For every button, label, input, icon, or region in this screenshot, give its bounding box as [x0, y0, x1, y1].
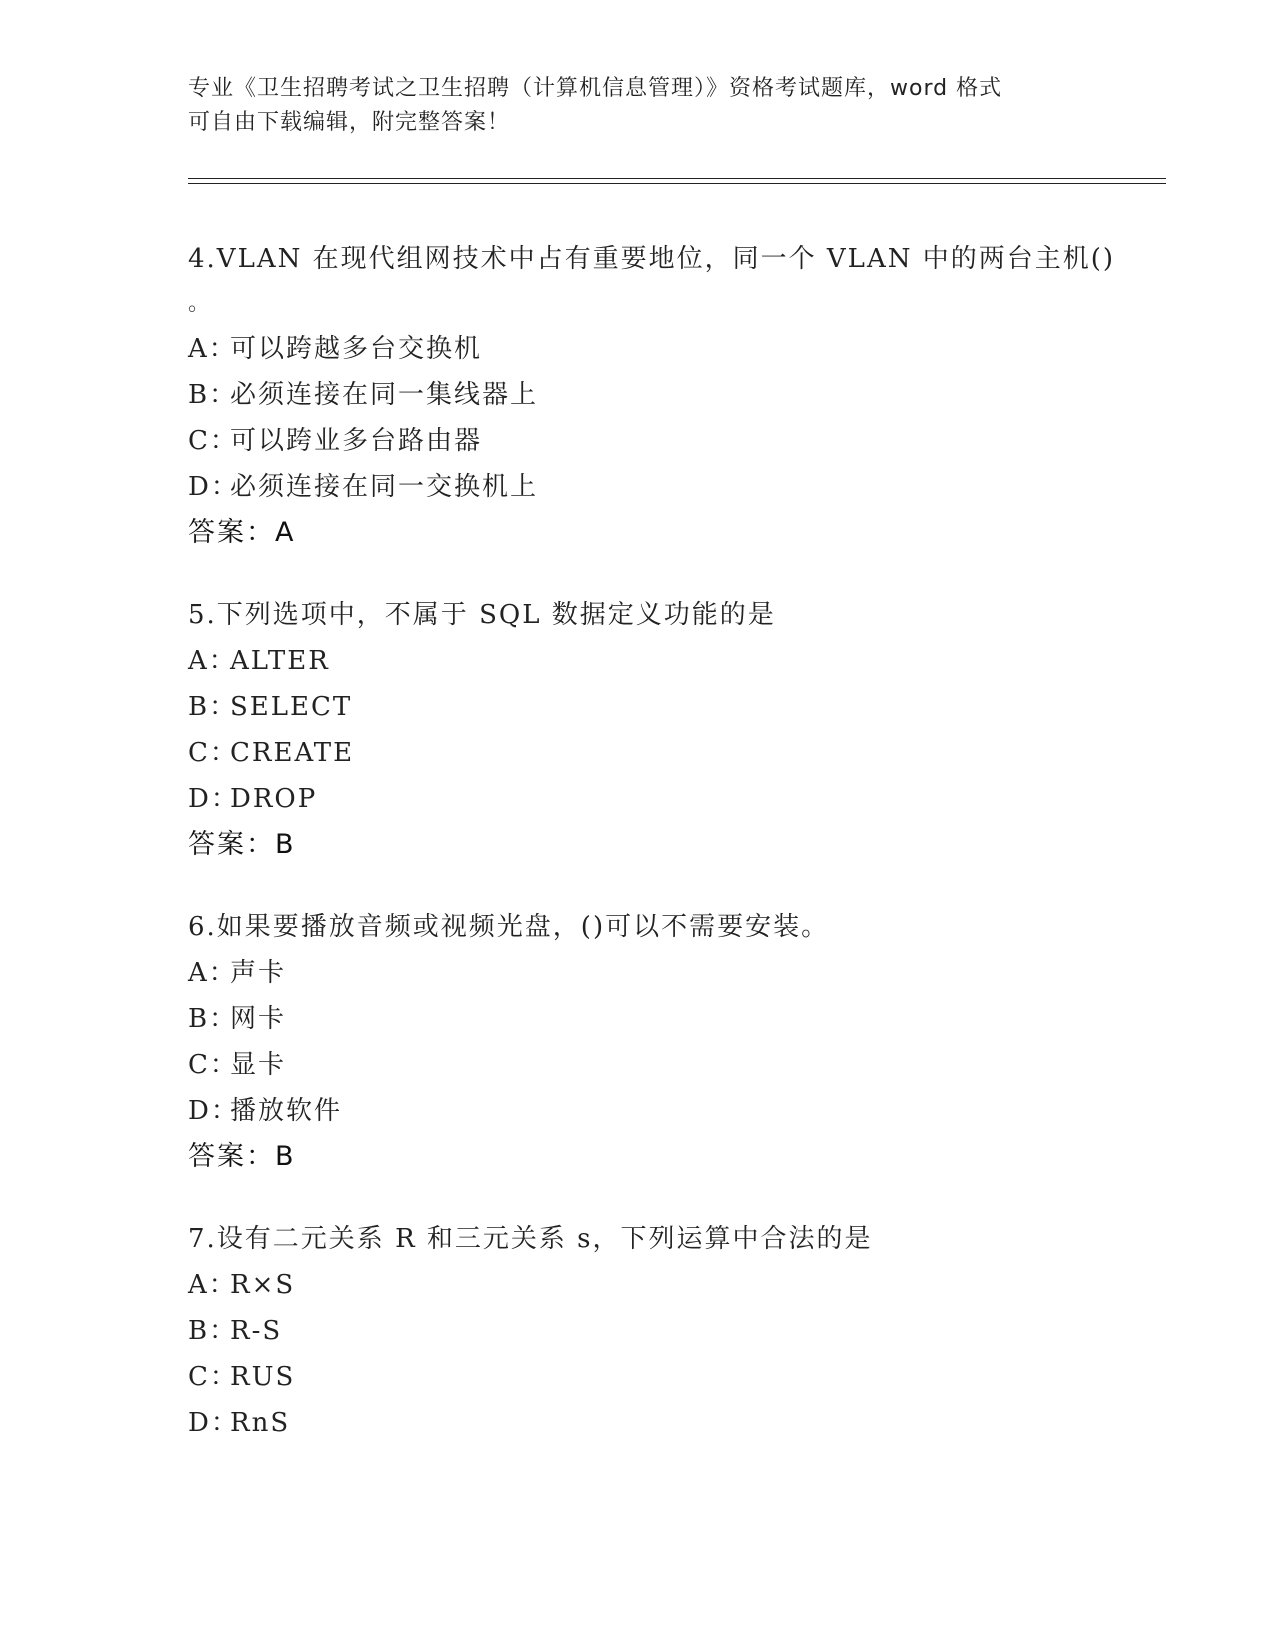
option-c: [188, 1354, 1168, 1400]
option-letter: A：: [188, 1270, 237, 1300]
option-text: 声卡: [230, 958, 287, 988]
option-text: CREATE: [230, 738, 355, 768]
answer-line: 答案：A: [188, 517, 296, 548]
option-text: SELECT: [230, 692, 353, 722]
question-5: [188, 592, 1168, 868]
question-list: [188, 236, 1168, 1482]
option-d: [188, 1088, 1168, 1134]
question-stem: 6.如果要播放音频或视频光盘，()可以不需要安装。: [188, 912, 830, 942]
question-7: [188, 1216, 1168, 1446]
option-d: [188, 776, 1168, 822]
option-letter: C：: [188, 738, 238, 768]
option-text: 可以跨越多台交换机: [230, 334, 483, 364]
option-text: 必须连接在同一交换机上: [230, 472, 539, 502]
option-b: [188, 996, 1168, 1042]
option-text: DROP: [230, 784, 318, 814]
option-text: 必须连接在同一集线器上: [230, 380, 539, 410]
option-d: [188, 1400, 1168, 1446]
option-letter: C：: [188, 1050, 238, 1080]
answer-line: 答案：B: [188, 1141, 296, 1172]
option-a: [188, 638, 1168, 684]
question-stem: 7.设有二元关系 R 和三元关系 s，下列运算中合法的是: [188, 1224, 873, 1254]
question-stem-continuation: 。: [188, 291, 211, 316]
option-d: [188, 464, 1168, 510]
option-c: [188, 418, 1168, 464]
option-b: [188, 684, 1168, 730]
option-c: [188, 1042, 1168, 1088]
option-letter: D：: [188, 784, 239, 814]
header-double-rule: [188, 178, 1166, 184]
option-letter: C：: [188, 426, 238, 456]
option-text: ALTER: [230, 646, 330, 676]
option-letter: D：: [188, 472, 239, 502]
option-letter: D：: [188, 1408, 239, 1438]
option-letter: D：: [188, 1096, 239, 1126]
option-b: [188, 1308, 1168, 1354]
header-line-1: 专业《卫生招聘考试之卫生招聘（计算机信息管理）》资格考试题库，word 格式: [188, 76, 1003, 101]
option-a: [188, 1262, 1168, 1308]
question-stem: 4.VLAN 在现代组网技术中占有重要地位，同一个 VLAN 中的两台主机(): [188, 244, 1116, 274]
answer-line: 答案：B: [188, 829, 296, 860]
option-letter: A：: [188, 646, 237, 676]
option-text: R×S: [230, 1270, 296, 1300]
question-stem: 5.下列选项中，不属于 SQL 数据定义功能的是: [188, 600, 776, 630]
option-letter: A：: [188, 334, 237, 364]
option-letter: B：: [188, 1316, 238, 1346]
option-letter: A：: [188, 958, 237, 988]
document-header: [188, 72, 1088, 140]
option-text: R-S: [230, 1316, 283, 1346]
option-a: [188, 326, 1168, 372]
option-text: 播放软件: [230, 1096, 343, 1126]
option-b: [188, 372, 1168, 418]
question-6: [188, 904, 1168, 1180]
option-c: [188, 730, 1168, 776]
question-4: [188, 236, 1168, 556]
option-text: RUS: [230, 1362, 296, 1392]
option-a: [188, 950, 1168, 996]
option-letter: B：: [188, 1004, 238, 1034]
option-text: 网卡: [230, 1004, 287, 1034]
option-text: 可以跨业多台路由器: [230, 426, 483, 456]
option-letter: B：: [188, 380, 238, 410]
option-text: 显卡: [230, 1050, 287, 1080]
option-letter: C：: [188, 1362, 238, 1392]
option-text: RnS: [230, 1408, 291, 1438]
header-line-2: 可自由下载编辑，附完整答案！: [188, 110, 511, 135]
option-letter: B：: [188, 692, 238, 722]
